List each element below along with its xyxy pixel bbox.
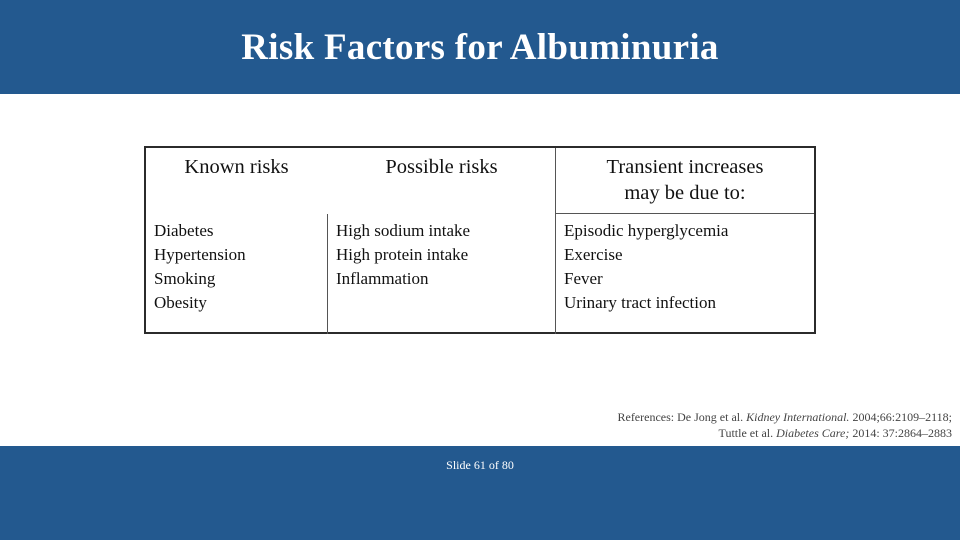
column-header-known [146, 148, 327, 214]
list-item: Smoking [154, 269, 216, 288]
list-item: Exercise [564, 245, 623, 264]
list-item: Hypertension [154, 245, 246, 264]
list-item: High protein intake [336, 245, 469, 264]
list-item: Episodic hyperglycemia [564, 221, 729, 240]
column-header-transient [555, 148, 814, 214]
column-header-possible [328, 148, 555, 214]
list-item: Urinary tract infection [564, 293, 716, 312]
known-risks-cell [146, 214, 327, 334]
reference-line-2 [617, 425, 952, 441]
reference-2-authors: Tuttle et al. [718, 426, 774, 440]
list-item: High sodium intake [336, 221, 471, 240]
list-item: Fever [564, 269, 603, 288]
possible-risks-cell [328, 214, 555, 334]
list-item: Inflammation [336, 269, 429, 288]
reference-2-journal: Diabetes Care; [776, 426, 850, 440]
list-item: Diabetes [154, 221, 214, 240]
reference-line-1 [617, 409, 952, 425]
column-header-transient-line1: Transient increases [606, 156, 764, 178]
reference-1-authors: De Jong et al. [677, 410, 744, 424]
risk-factors-table [144, 146, 816, 334]
column-header-possible-text: Possible risks [385, 156, 498, 178]
reference-1-journal: Kidney International. [746, 410, 850, 424]
references [617, 409, 952, 441]
slide-title: Risk Factors for Albuminuria [241, 26, 719, 68]
transient-increases-cell [556, 214, 814, 334]
reference-1-details: 2004;66:2109–2118; [852, 410, 952, 424]
column-header-known-text: Known risks [184, 156, 289, 178]
slide-number: Slide 61 of 80 [446, 458, 514, 472]
title-banner [0, 0, 960, 94]
column-header-transient-line2: may be due to: [624, 182, 746, 204]
references-label: References: [617, 410, 675, 424]
list-item: Obesity [154, 293, 207, 312]
reference-2-details: 2014: 37:2864–2883 [852, 426, 952, 440]
table-header-row [146, 148, 814, 214]
